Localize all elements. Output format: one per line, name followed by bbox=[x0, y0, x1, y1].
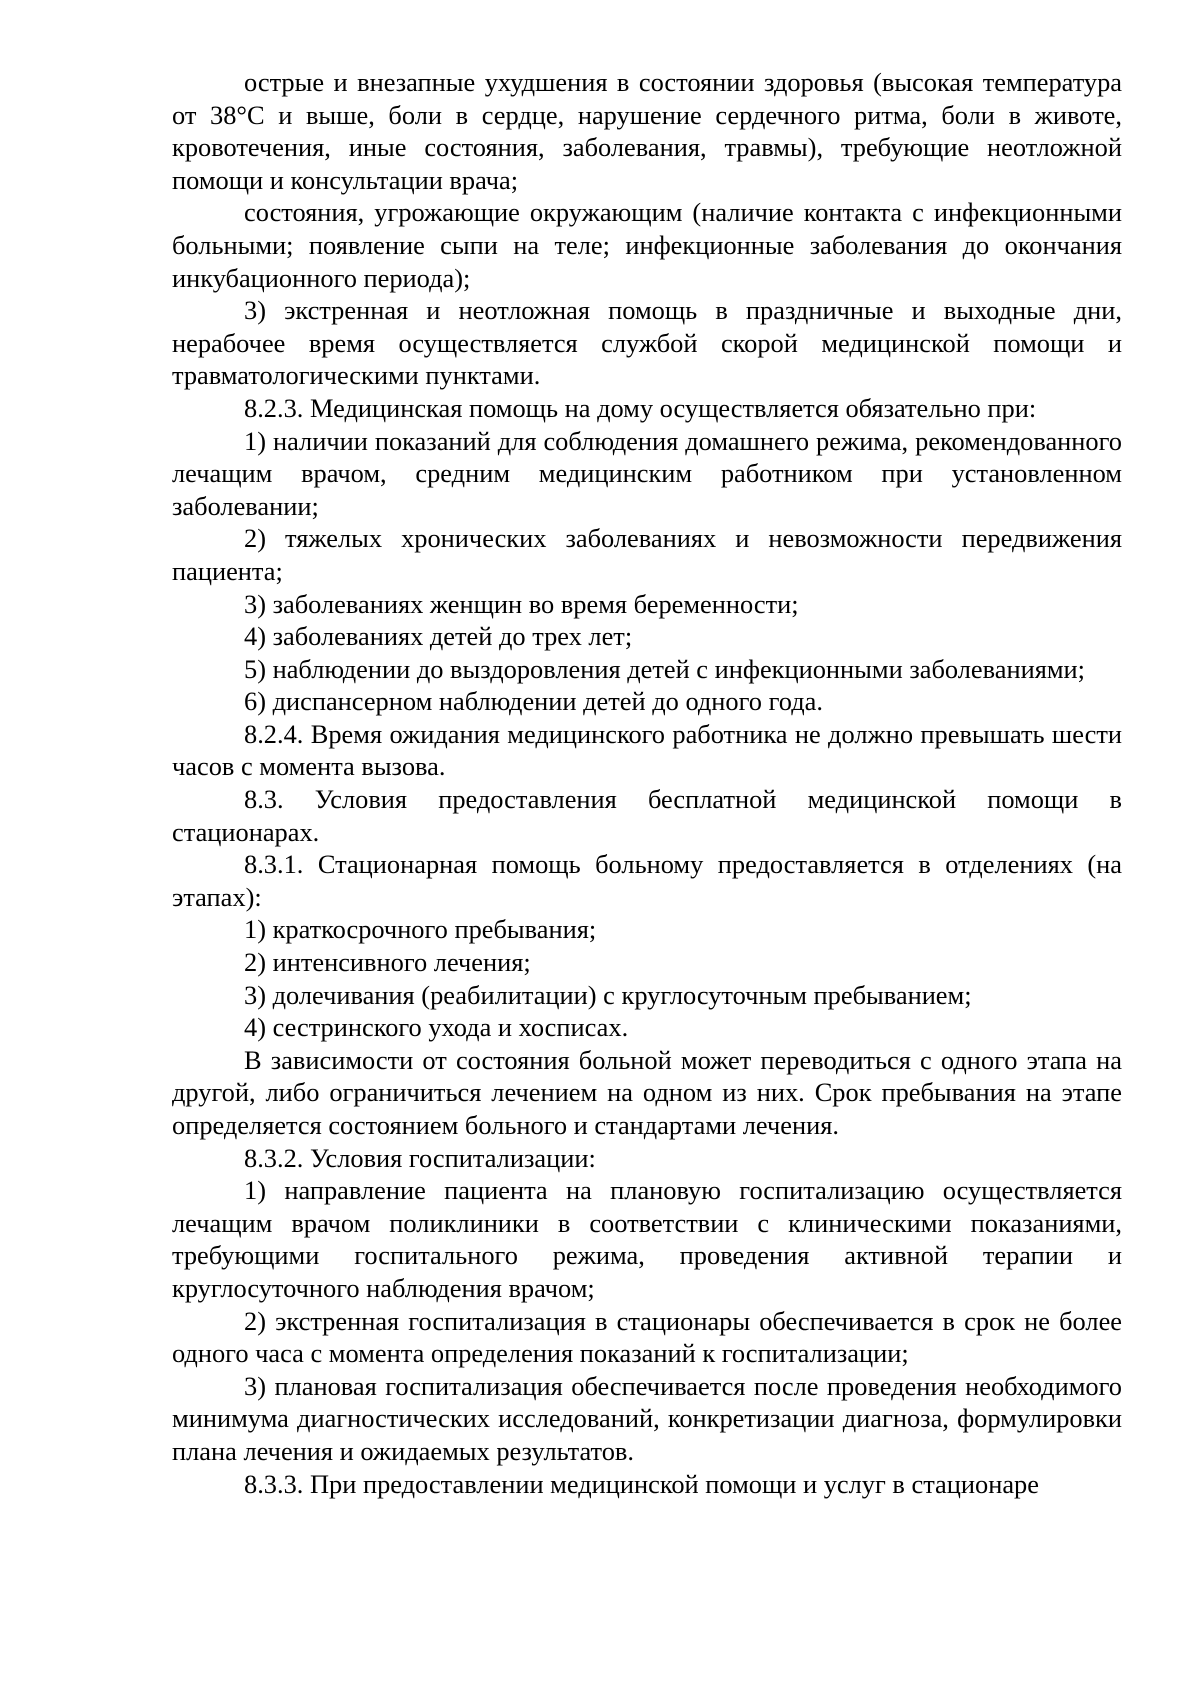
list-item-infectious-children: 5) наблюдении до выздоровления детей с инфекционными заболеваниями; bbox=[244, 653, 1085, 684]
list-item-rehabilitation: 3) долечивания (реабилитации) с круглосуточным пребыванием; bbox=[244, 979, 972, 1010]
paragraph-8-3-3-start: 8.3.3. При предоставлении медицинской помощи и услуг в стационаре bbox=[244, 1468, 1039, 1499]
paragraph-8-2-3-heading: 8.2.3. Медицинская помощь на дому осуществляется обязательно при: bbox=[244, 392, 1037, 423]
list-item-intensive-care: 2) интенсивного лечения; bbox=[244, 947, 531, 978]
list-item-children-under-three: 4) заболеваниях детей до трех лет; bbox=[244, 621, 633, 652]
paragraph-8-2-4-waiting-time: 8.2.4. Время ожидания медицинского работника не должно превышать шести часов с момента вызова. bbox=[172, 718, 1122, 782]
paragraph-8-3-2-heading: 8.3.2. Условия госпитализации: bbox=[244, 1142, 596, 1173]
list-item-short-stay: 1) краткосрочного пребывания; bbox=[244, 914, 597, 945]
document-body bbox=[172, 66, 1122, 1500]
list-item-planned-referral: 1) направление пациента на плановую госпитализацию осуществляется лечащим врачом поликлиники в соответствии с клиническими показаниями, требующими госпитального режима, проведения активной терапии и круглосуточного наблюдения врачом; bbox=[172, 1175, 1122, 1303]
paragraph-8-3-1-stages: 8.3.1. Стационарная помощь больному предоставляется в отделениях (на этапах): bbox=[172, 849, 1122, 912]
list-item-planned-hospitalization: 3) плановая госпитализация обеспечивается после проведения необходимого минимума диагностических исследований, конкретизации диагноза, формулировки плана лечения и ожидаемых результатов. bbox=[172, 1370, 1122, 1466]
list-item-home-regime: 1) наличии показаний для соблюдения домашнего режима, рекомендованного лечащим врачом, средним медицинским работником при установленном заболевании; bbox=[172, 425, 1122, 521]
paragraph-acute-conditions: острые и внезапные ухудшения в состоянии здоровья (высокая температура от 38°С и выше, боли в сердце, нарушение сердечного ритма, боли в животе, кровотечения, иные состояния, заболевания, травмы), требующие неотложной помощи и консультации врача; bbox=[172, 67, 1122, 195]
list-item-emergency-hospitalization: 2) экстренная госпитализация в стационары обеспечивается в срок не более одного часа с момента определения показаний к госпитализации; bbox=[172, 1305, 1122, 1369]
list-item-nursing-hospice: 4) сестринского ухода и хосписах. bbox=[244, 1012, 629, 1043]
paragraph-emergency-holidays: 3) экстренная и неотложная помощь в праздничные и выходные дни, нерабочее время осуществляется службой скорой медицинской помощи и травматологическими пунктами. bbox=[172, 295, 1122, 391]
paragraph-stage-transfer: В зависимости от состояния больной может переводиться с одного этапа на другой, либо ограничиться лечением на одном из них. Срок пребывания на этапе определяется состоянием больного и стандартами лечения. bbox=[172, 1044, 1122, 1140]
paragraph-8-3-heading: 8.3. Условия предоставления бесплатной медицинской помощи в стационарах. bbox=[172, 784, 1122, 847]
paragraph-contagious-conditions: состояния, угрожающие окружающим (наличие контакта с инфекционными больными; появление сыпи на теле; инфекционные заболевания до окончания инкубационного периода); bbox=[172, 197, 1122, 293]
list-item-dispensary-infants: 6) диспансерном наблюдении детей до одного года. bbox=[244, 686, 823, 717]
list-item-chronic-diseases: 2) тяжелых хронических заболеваниях и невозможности передвижения пациента; bbox=[172, 523, 1122, 586]
list-item-pregnancy: 3) заболеваниях женщин во время беременности; bbox=[244, 588, 799, 619]
